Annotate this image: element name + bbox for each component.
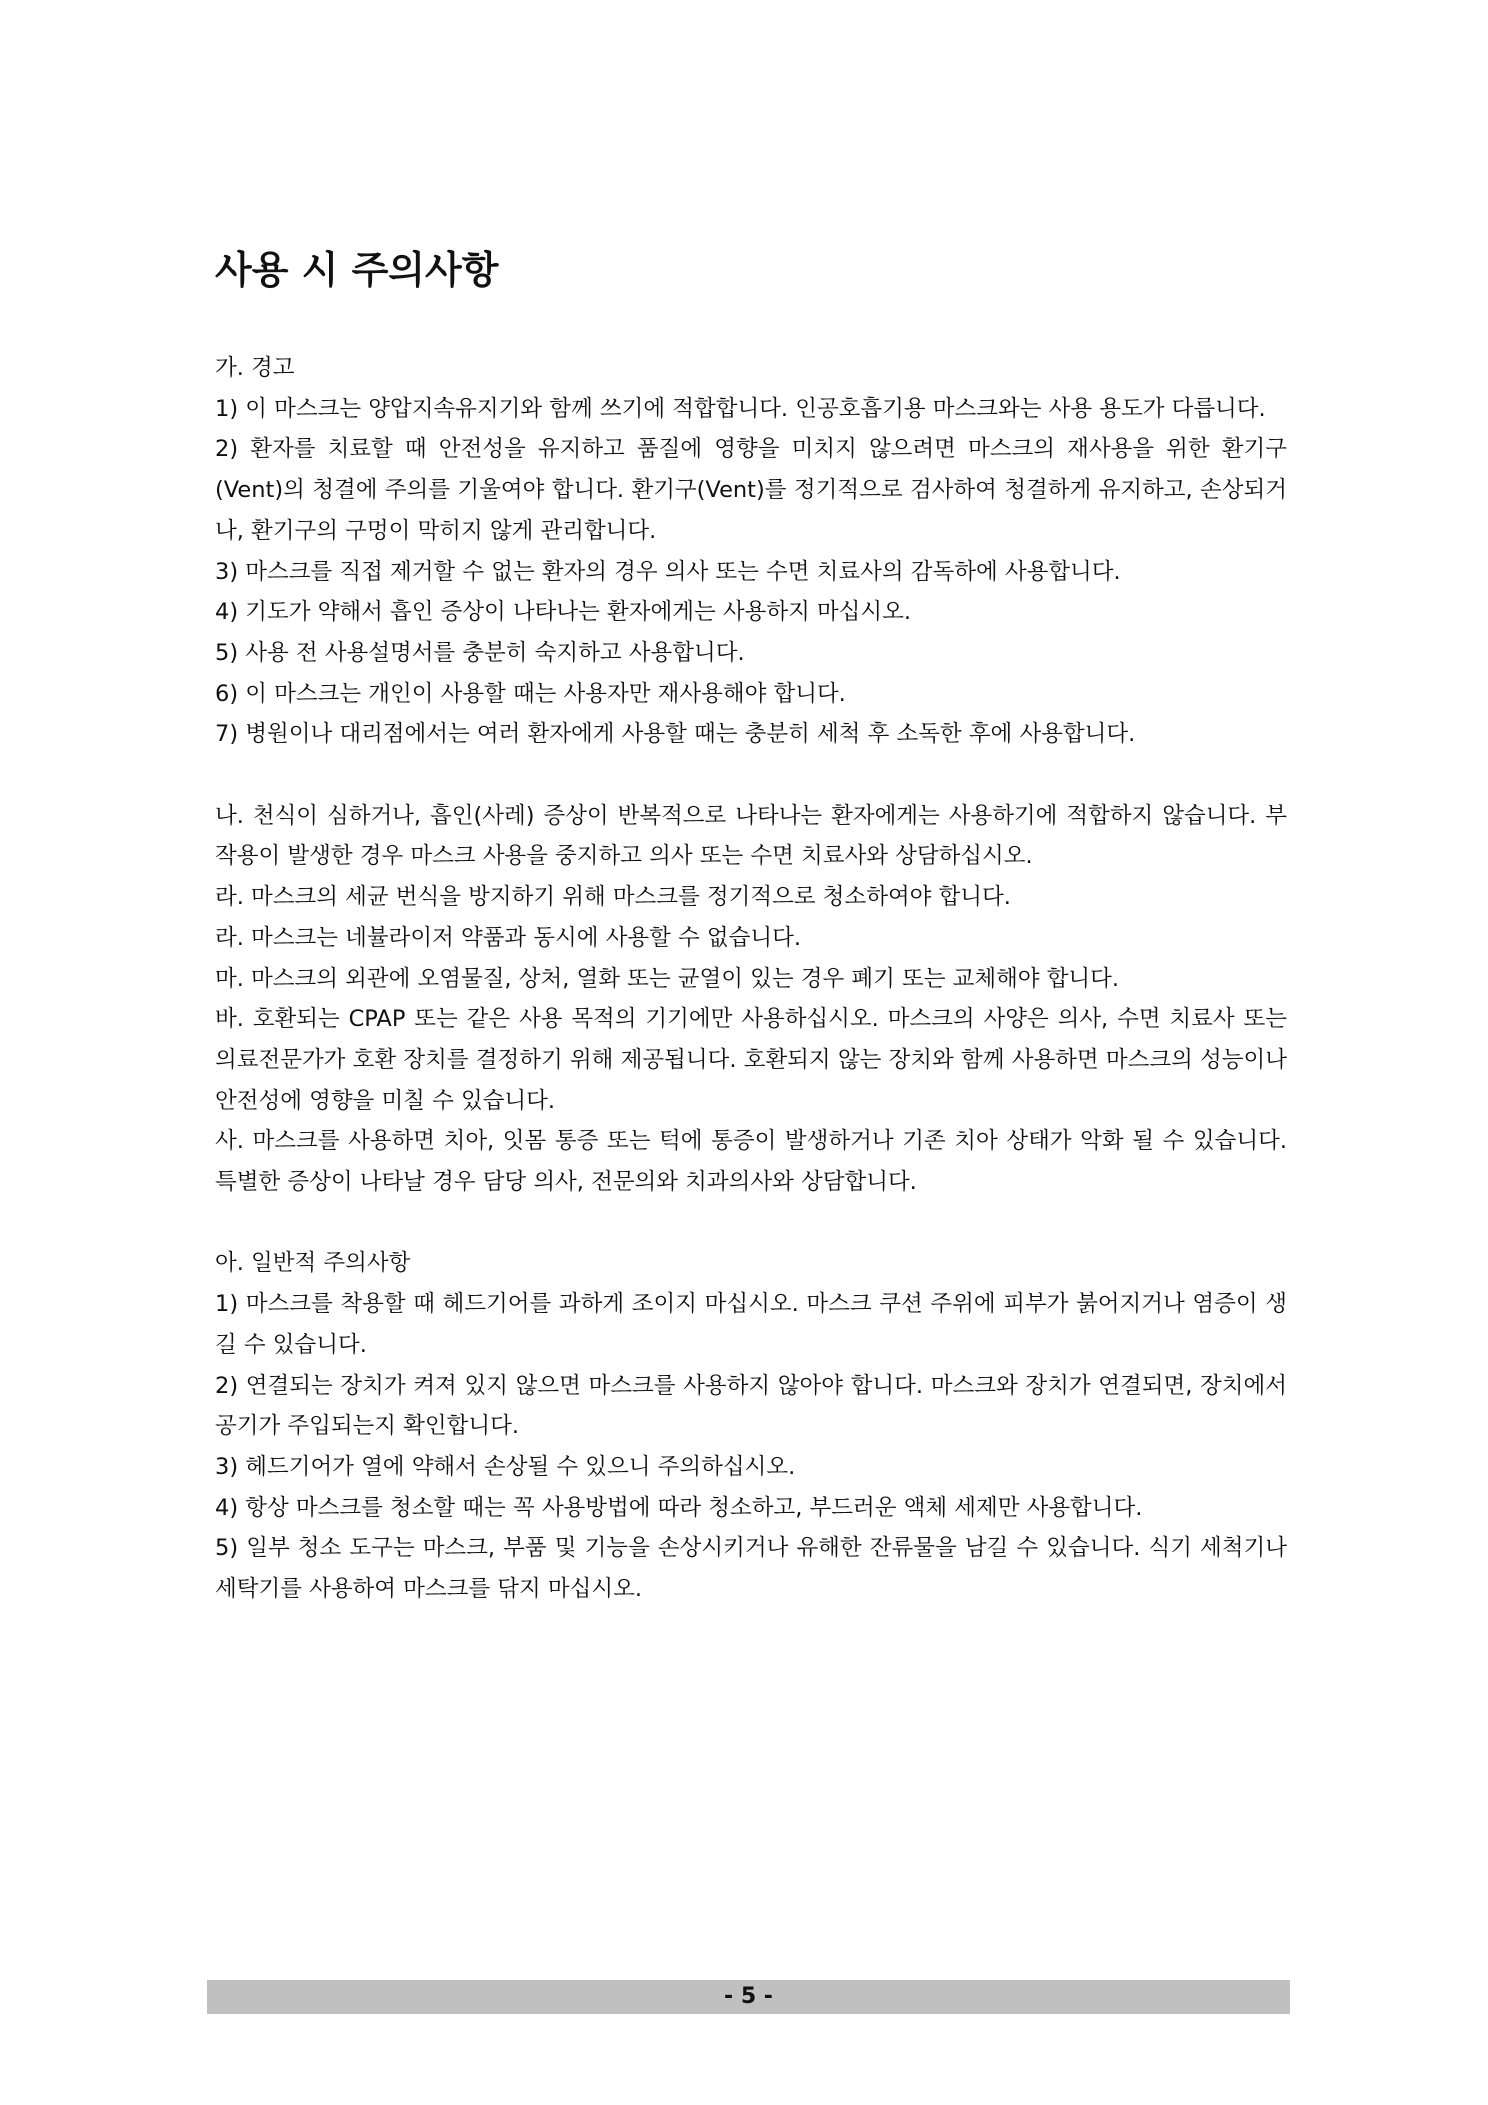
paragraph: 7) 병원이나 대리점에서는 여러 환자에게 사용할 때는 충분히 세척 후 소독한 후에 사용합니다. — [215, 721, 1136, 748]
paragraph: 3) 마스크를 직접 제거할 수 없는 환자의 경우 의사 또는 수면 치료사의 감독하에 사용합니다. — [215, 558, 1121, 585]
paragraph: 바. 호환되는 CPAP 또는 같은 사용 목적의 기기에만 사용하십시오. 마스크의 사양은 의사, 수면 치료사 또는 의료전문가가 호환 장치를 결정하기 위해 제공됩니다. 호환되지 않는 장치와 함께 사용하면 마스크의 성능이나 안전성에 영향을 미칠 수 있습니다. — [215, 1006, 1287, 1114]
paragraph: 가. 경고 — [215, 355, 295, 381]
paragraph: 아. 일반적 주의사항 — [215, 1250, 411, 1277]
paragraph-gap — [215, 1203, 1287, 1244]
paragraph: 나. 천식이 심하거나, 흡인(사레) 증상이 반복적으로 나타나는 환자에게는 사용하기에 적합하지 않습니다. 부작용이 발생한 경우 마스크 사용을 중지하고 의사 또는 수면 치료사와 상담하십시오. — [215, 802, 1287, 870]
page-title: 사용 시 주의사항 — [215, 248, 499, 292]
paragraph: 마. 마스크의 외관에 오염물질, 상처, 열화 또는 균열이 있는 경우 폐기 또는 교체해야 합니다. — [215, 965, 1120, 992]
paragraph: 2) 연결되는 장치가 켜져 있지 않으면 마스크를 사용하지 않아야 합니다. 마스크와 장치가 연결되면, 장치에서 공기가 주입되는지 확인합니다. — [215, 1372, 1287, 1440]
paragraph-gap — [215, 755, 1287, 796]
paragraph: 라. 마스크의 세균 번식을 방지하기 위해 마스크를 정기적으로 청소하여야 합니다. — [215, 884, 1011, 911]
paragraph: 5) 사용 전 사용설명서를 충분히 숙지하고 사용합니다. — [215, 639, 745, 666]
paragraph: 4) 항상 마스크를 청소할 때는 꼭 사용방법에 따라 청소하고, 부드러운 액체 세제만 사용합니다. — [215, 1494, 1143, 1521]
paragraph: 4) 기도가 약해서 흡인 증상이 나타나는 환자에게는 사용하지 마십시오. — [215, 599, 912, 626]
paragraph: 5) 일부 청소 도구는 마스크, 부품 및 기능을 손상시키거나 유해한 잔류물을 남길 수 있습니다. 식기 세척기나 세탁기를 사용하여 마스크를 닦지 마십시오. — [215, 1535, 1287, 1603]
paragraph: 1) 마스크를 착용할 때 헤드기어를 과하게 조이지 마십시오. 마스크 쿠션 주위에 피부가 붉어지거나 염증이 생길 수 있습니다. — [215, 1291, 1287, 1358]
paragraph: 1) 이 마스크는 양압지속유지기와 함께 쓰기에 적합합니다. 인공호흡기용 마스크와는 사용 용도가 다릅니다. — [215, 395, 1266, 422]
paragraph: 6) 이 마스크는 개인이 사용할 때는 사용자만 재사용해야 합니다. — [215, 680, 846, 707]
paragraph: 라. 마스크는 네뷸라이저 약품과 동시에 사용할 수 없습니다. — [215, 924, 802, 951]
page-footer — [207, 1980, 1290, 2014]
paragraph: 사. 마스크를 사용하면 치아, 잇몸 통증 또는 턱에 통증이 발생하거나 기존 치아 상태가 악화 될 수 있습니다. 특별한 증상이 나타날 경우 담당 의사, 전문의와 치과의사와 상담합니다. — [215, 1128, 1287, 1196]
paragraph: 3) 헤드기어가 열에 약해서 손상될 수 있으니 주의하십시오. — [215, 1453, 796, 1480]
paragraph: 2) 환자를 치료할 때 안전성을 유지하고 품질에 영향을 미치지 않으려면 마스크의 재사용을 위한 환기구(Vent)의 청결에 주의를 기울여야 합니다. 환기구(Vent)를 정기적으로 검사하여 청결하게 유지하고, 손상되거나, 환기구의 구멍이 막히지 않게 관리합니다. — [215, 436, 1287, 544]
page-number: - 5 - — [724, 1984, 773, 2009]
document-body — [215, 348, 1287, 1610]
